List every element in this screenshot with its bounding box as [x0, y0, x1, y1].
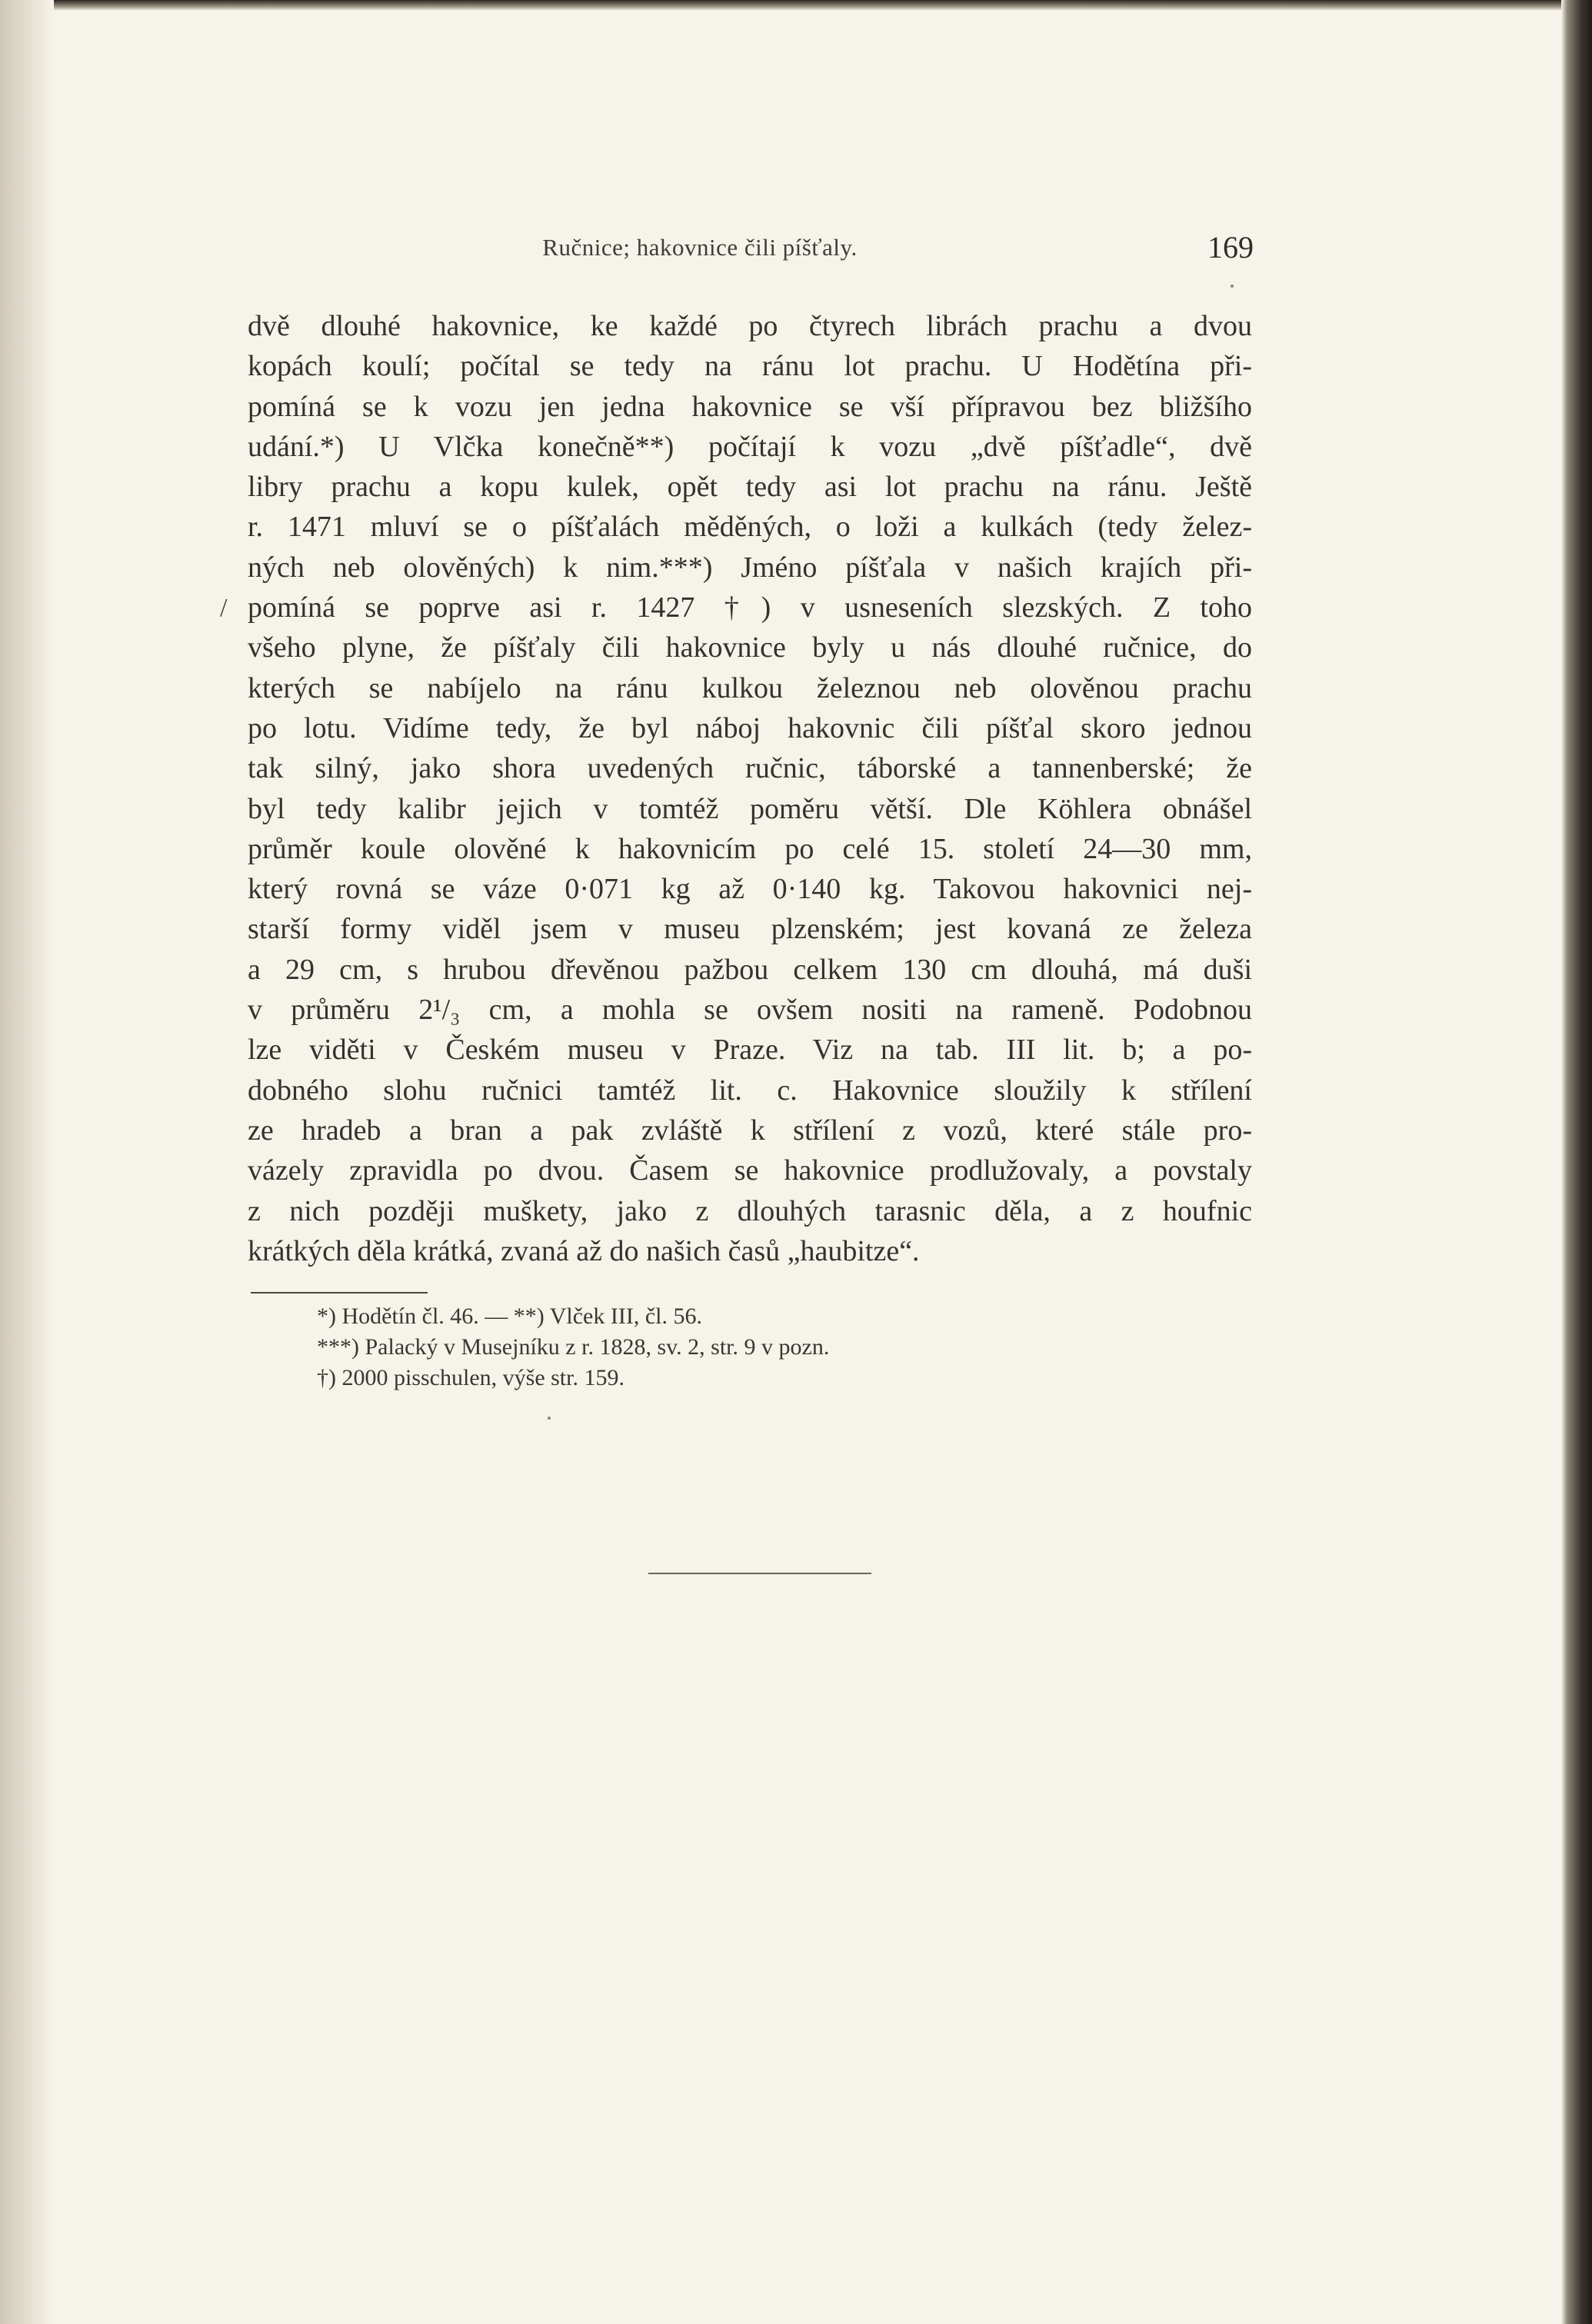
body-text — [248, 306, 1252, 1271]
text-line: který rovná se váze 0·071 kg až 0·140 kg. Takovou hakovnici nej- — [248, 873, 1252, 906]
text-line: a 29 cm, s hrubou dřevěnou pažbou celkem 130 cm dlouhá, má duši — [248, 953, 1252, 986]
text-line: r. 1471 mluví se o píšťalách měděných, o loži a kulkách (tedy želez- — [248, 511, 1252, 544]
text-line: byl tedy kalibr jejich v tomtéž poměru větší. Dle Köhlera obnášel — [248, 792, 1252, 825]
margin-mark: / — [220, 594, 228, 622]
text-line: vázely zpravidla po dvou. Časem se hakovnice prodlužovaly, a povstaly — [248, 1154, 1252, 1187]
text-line: v průměru 2¹/₃ cm, a mohla se ovšem nositi na rameně. Podobnou — [248, 994, 1252, 1027]
end-rule — [648, 1573, 871, 1574]
running-title: Ručnice; hakovnice čili píšťaly. — [542, 234, 858, 261]
binding-shadow — [0, 0, 54, 2324]
text-line: starší formy viděl jsem v museu plzenském; jest kovaná ze železa — [248, 913, 1252, 946]
text-line: lze viděti v Českém museu v Praze. Viz na tab. III lit. b; a po- — [248, 1034, 1252, 1067]
footnotes — [317, 1301, 1163, 1393]
text-line: udání.*) U Vlčka konečně**) počítají k vozu „dvě píšťadle“, dvě — [248, 430, 1252, 463]
text-line: krátkých děla krátká, zvaná až do našich časů „haubitze“. — [248, 1234, 920, 1267]
text-line: kterých se nabíjelo na ránu kulkou železnou neb olověnou prachu — [248, 671, 1252, 704]
text-line: z nich později muškety, jako z dlouhých tarasnic děla, a z houfnic — [248, 1194, 1252, 1227]
text-line: po lotu. Vidíme tedy, že byl náboj hakovnic čili píšťal skoro jednou — [248, 711, 1252, 744]
text-line: kopách koulí; počítal se tedy na ránu lot prachu. U Hodětína při- — [248, 350, 1252, 383]
page-right-edge — [1561, 0, 1592, 2324]
page-top-edge — [0, 0, 1592, 11]
page-header — [254, 229, 1254, 268]
text-line: všeho plyne, že píšťaly čili hakovnice byly u nás dlouhé ručnice, do — [248, 631, 1252, 664]
text-line: ných neb olověných) k nim.***) Jméno píšťala v našich krajích při- — [248, 551, 1252, 584]
paper-speck — [548, 1417, 551, 1420]
footnote: *) Hodětín čl. 46. — **) Vlček III, čl. 56. — [317, 1304, 702, 1329]
text-line: pomíná se poprve asi r. 1427 †) v usneseních slezských. Z toho — [248, 591, 1252, 624]
text-line: průměr koule olověné k hakovnicím po celé 15. století 24—30 mm, — [248, 832, 1252, 865]
footnote-rule — [251, 1292, 428, 1294]
text-line: ze hradeb a bran a pak zvláště k střílení z vozů, které stále pro- — [248, 1114, 1252, 1147]
text-line: pomíná se k vozu jen jedna hakovnice se vší přípravou bez bližšího — [248, 390, 1252, 423]
text-line: tak silný, jako shora uvedených ručnic, táborské a tannenberské; že — [248, 752, 1252, 785]
page-number: 169 — [1207, 230, 1254, 265]
text-line: dvě dlouhé hakovnice, ke každé po čtyrech librách prachu a dvou — [248, 310, 1252, 342]
text-line: libry prachu a kopu kulek, opět tedy asi lot prachu na ránu. Ještě — [248, 471, 1252, 504]
text-line: dobného slohu ručnici tamtéž lit. c. Hakovnice sloužily k střílení — [248, 1074, 1252, 1107]
footnote: †) 2000 pisschulen, výše str. 159. — [317, 1365, 624, 1390]
footnote: ***) Palacký v Musejníku z r. 1828, sv. 2, str. 9 v pozn. — [317, 1334, 830, 1360]
paper-speck — [1231, 285, 1234, 288]
